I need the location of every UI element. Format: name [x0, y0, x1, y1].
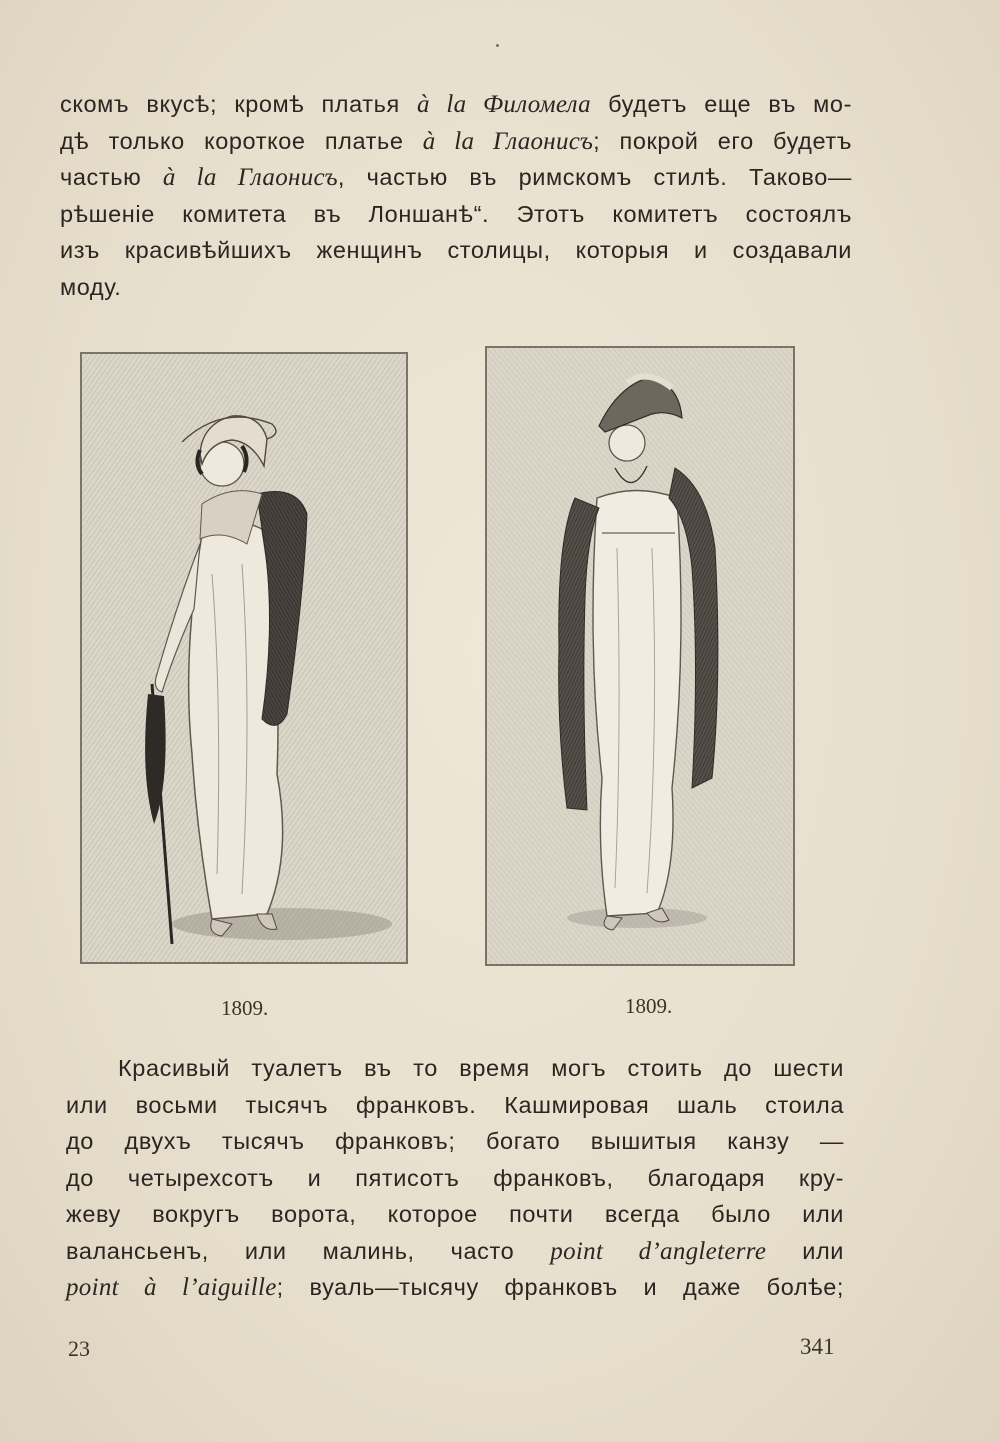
text-line: изъ красивѣйшихъ женщинъ столицы, которыя и создавали [60, 237, 852, 263]
text-line: моду. [60, 273, 122, 300]
text-line: или восьми тысячъ франковъ. Кашмировая шаль стоила [66, 1091, 844, 1118]
text-line: дѣ только короткое платье à la Глаонисъ; покрой его будетъ [60, 127, 852, 155]
figure-caption-right: 1809. [625, 994, 673, 1018]
fashion-plate-left [80, 352, 408, 964]
woman-with-stole-illustration [487, 348, 793, 964]
printer-signature: 23 [68, 1336, 90, 1361]
text-line: частью à la Глаонисъ, частью въ римскомъ стилѣ. Таково— [60, 164, 852, 191]
text-line: до четырехсотъ и пятисотъ франковъ, благодаря кру- [66, 1164, 844, 1191]
woman-with-parasol-illustration [82, 354, 406, 962]
text-line: скомъ вкусѣ; кромѣ платья à la Филомела будетъ еще въ мо- [60, 91, 852, 118]
figure-caption-left: 1809. [221, 996, 269, 1020]
text-line: жеву вокругъ ворота, которое почти всегда было или [66, 1201, 844, 1227]
text-line: Красивый туалетъ въ то время могъ стоить до шести [118, 1055, 844, 1081]
bottom-paragraph [66, 1050, 844, 1306]
text-line: point à l’aiguille; вуаль—тысячу франковъ и даже болѣе; [66, 1274, 844, 1301]
fashion-plate-right [485, 346, 795, 966]
text-line: валансьенъ, или малинь, часто point d’angleterre или [66, 1237, 845, 1265]
text-line: до двухъ тысячъ франковъ; богато вышитыя канзу — [66, 1128, 844, 1154]
text-line: рѣшеніе комитета въ Лоншанѣ“. Этотъ комитетъ состоялъ [60, 200, 852, 227]
top-paragraph [60, 86, 852, 305]
page-number: 341 [800, 1334, 835, 1359]
speck [496, 44, 499, 47]
